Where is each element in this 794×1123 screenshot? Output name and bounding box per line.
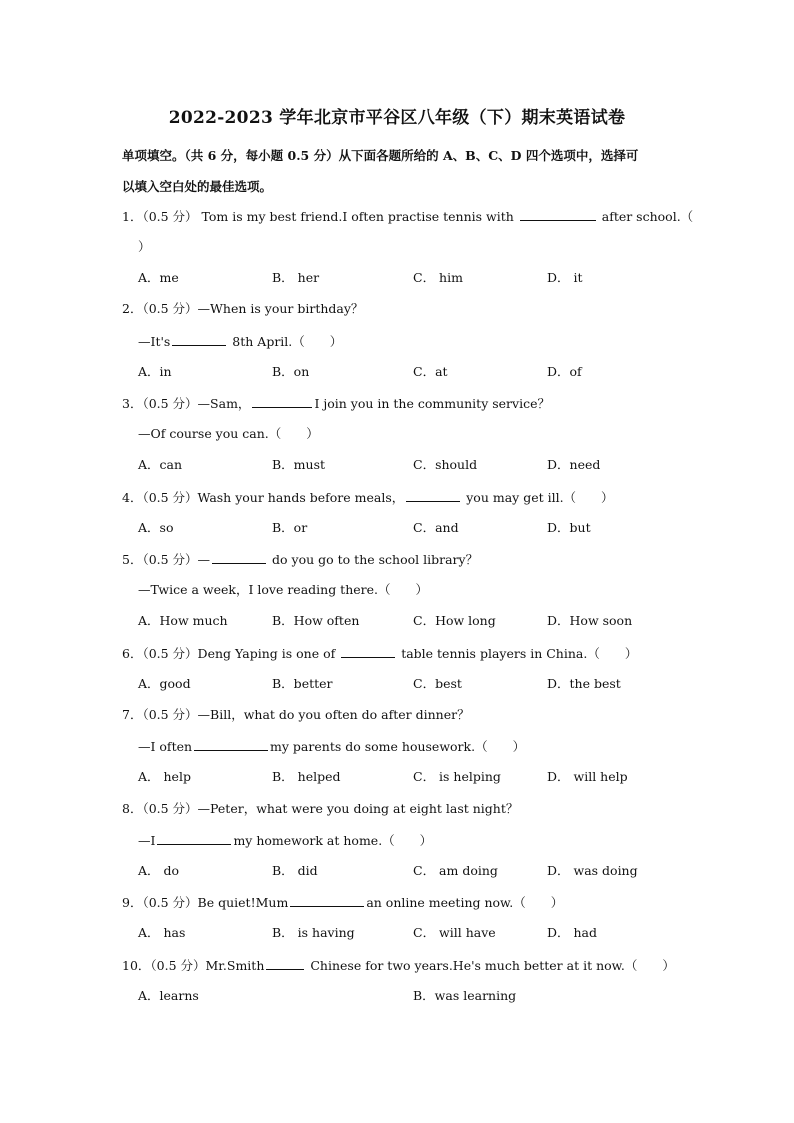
question-1-stem: 1．（0.5 分） Tom is my best friend.I often practise tennis with after school.（	[122, 206, 693, 226]
question-3-option-d: D．need	[547, 457, 601, 472]
question-2-option-b: B．on	[272, 364, 310, 379]
instruction-line-1: 单项填空。（共 6 分，每小题 0.5 分）从下面各题所给的 A、B、C、D 四个选项中，选择可	[122, 148, 639, 163]
question-3-option-b: B．must	[272, 457, 326, 472]
question-10-option-a: A．learns	[138, 988, 199, 1003]
question-8-option-c: C． am doing	[413, 863, 498, 878]
section-instruction	[122, 140, 682, 202]
question-7-stem: 7．（0.5 分）—Bill，what do you often do after dinner？	[122, 707, 470, 722]
question-10-option-b: B．was learning	[413, 988, 517, 1003]
question-4-option-a: A．so	[138, 520, 174, 535]
question-6-option-b: B．better	[272, 676, 333, 691]
question-3-answer: —Of course you can.（ ）	[138, 426, 319, 441]
question-6-option-d: D．the best	[547, 676, 621, 691]
question-8-stem: 8．（0.5 分）—Peter，what were you doing at eight last night？	[122, 801, 519, 816]
question-8-answer: —I my homework at home.（ ）	[138, 830, 432, 850]
question-9-option-c: C． will have	[413, 925, 496, 940]
instruction-line-2: 以填入空白处的最佳选项。	[122, 179, 273, 194]
answer-blank	[290, 892, 364, 907]
question-3-option-a: A．can	[138, 457, 183, 472]
answer-blank	[252, 393, 312, 408]
question-9-option-a: A． has	[138, 925, 186, 940]
question-5-stem: 5．（0.5 分）— do you go to the school library？	[122, 549, 478, 569]
question-4-option-c: C．and	[413, 520, 459, 535]
answer-blank	[157, 830, 231, 845]
question-5-option-d: D．How soon	[547, 613, 633, 628]
question-2-option-c: C．at	[413, 364, 448, 379]
question-6-option-c: C．best	[413, 676, 462, 691]
answer-blank	[172, 331, 226, 346]
question-7-option-b: B． helped	[272, 769, 341, 784]
question-6-stem: 6．（0.5 分）Deng Yaping is one of table tennis players in China.（ ）	[122, 643, 637, 663]
question-2-option-a: A．in	[138, 364, 172, 379]
question-7-option-d: D． will help	[547, 769, 628, 784]
answer-blank	[406, 487, 460, 502]
question-1-option-a: A．me	[138, 270, 179, 285]
question-4-option-b: B．or	[272, 520, 308, 535]
question-9-option-b: B． is having	[272, 925, 355, 940]
question-3-stem: 3．（0.5 分）—Sam， I join you in the community service？	[122, 393, 550, 413]
question-1-option-c: C． him	[413, 270, 463, 285]
page-title: 2022-2023 学年北京市平谷区八年级（下）期末英语试卷	[168, 108, 626, 128]
answer-blank	[341, 643, 395, 658]
question-5-option-c: C．How long	[413, 613, 496, 628]
question-4-stem: 4．（0.5 分）Wash your hands before meals， you may get ill.（ ）	[122, 487, 614, 507]
question-7-answer: —I often my parents do some housework.（ ）	[138, 736, 525, 756]
question-8-option-d: D． was doing	[547, 863, 638, 878]
question-1-option-b: B． her	[272, 270, 320, 285]
question-9-option-d: D． had	[547, 925, 598, 940]
question-9-stem: 9．（0.5 分）Be quiet!Mum an online meeting now.（ ）	[122, 892, 563, 912]
question-1-option-d: D． it	[547, 270, 583, 285]
question-7-option-c: C． is helping	[413, 769, 501, 784]
question-10-stem: 10．（0.5 分）Mr.Smith Chinese for two years.He's much better at it now.（ ）	[122, 955, 675, 975]
question-8-option-a: A． do	[138, 863, 180, 878]
question-5-answer: —Twice a week，I love reading there.（ ）	[138, 582, 428, 597]
question-1-continuation: ）	[138, 239, 151, 254]
answer-blank	[212, 549, 266, 564]
question-2-answer: —It's 8th April.（ ）	[138, 331, 342, 351]
question-2-stem: 2．（0.5 分）—When is your birthday？	[122, 301, 364, 316]
question-5-option-a: A．How much	[138, 613, 228, 628]
question-4-option-d: D．but	[547, 520, 591, 535]
answer-blank	[520, 206, 596, 221]
answer-blank	[266, 955, 304, 970]
question-5-option-b: B．How often	[272, 613, 360, 628]
question-6-option-a: A．good	[138, 676, 191, 691]
question-7-option-a: A． help	[138, 769, 191, 784]
question-2-option-d: D．of	[547, 364, 582, 379]
question-8-option-b: B． did	[272, 863, 318, 878]
question-3-option-c: C．should	[413, 457, 478, 472]
answer-blank	[194, 736, 268, 751]
